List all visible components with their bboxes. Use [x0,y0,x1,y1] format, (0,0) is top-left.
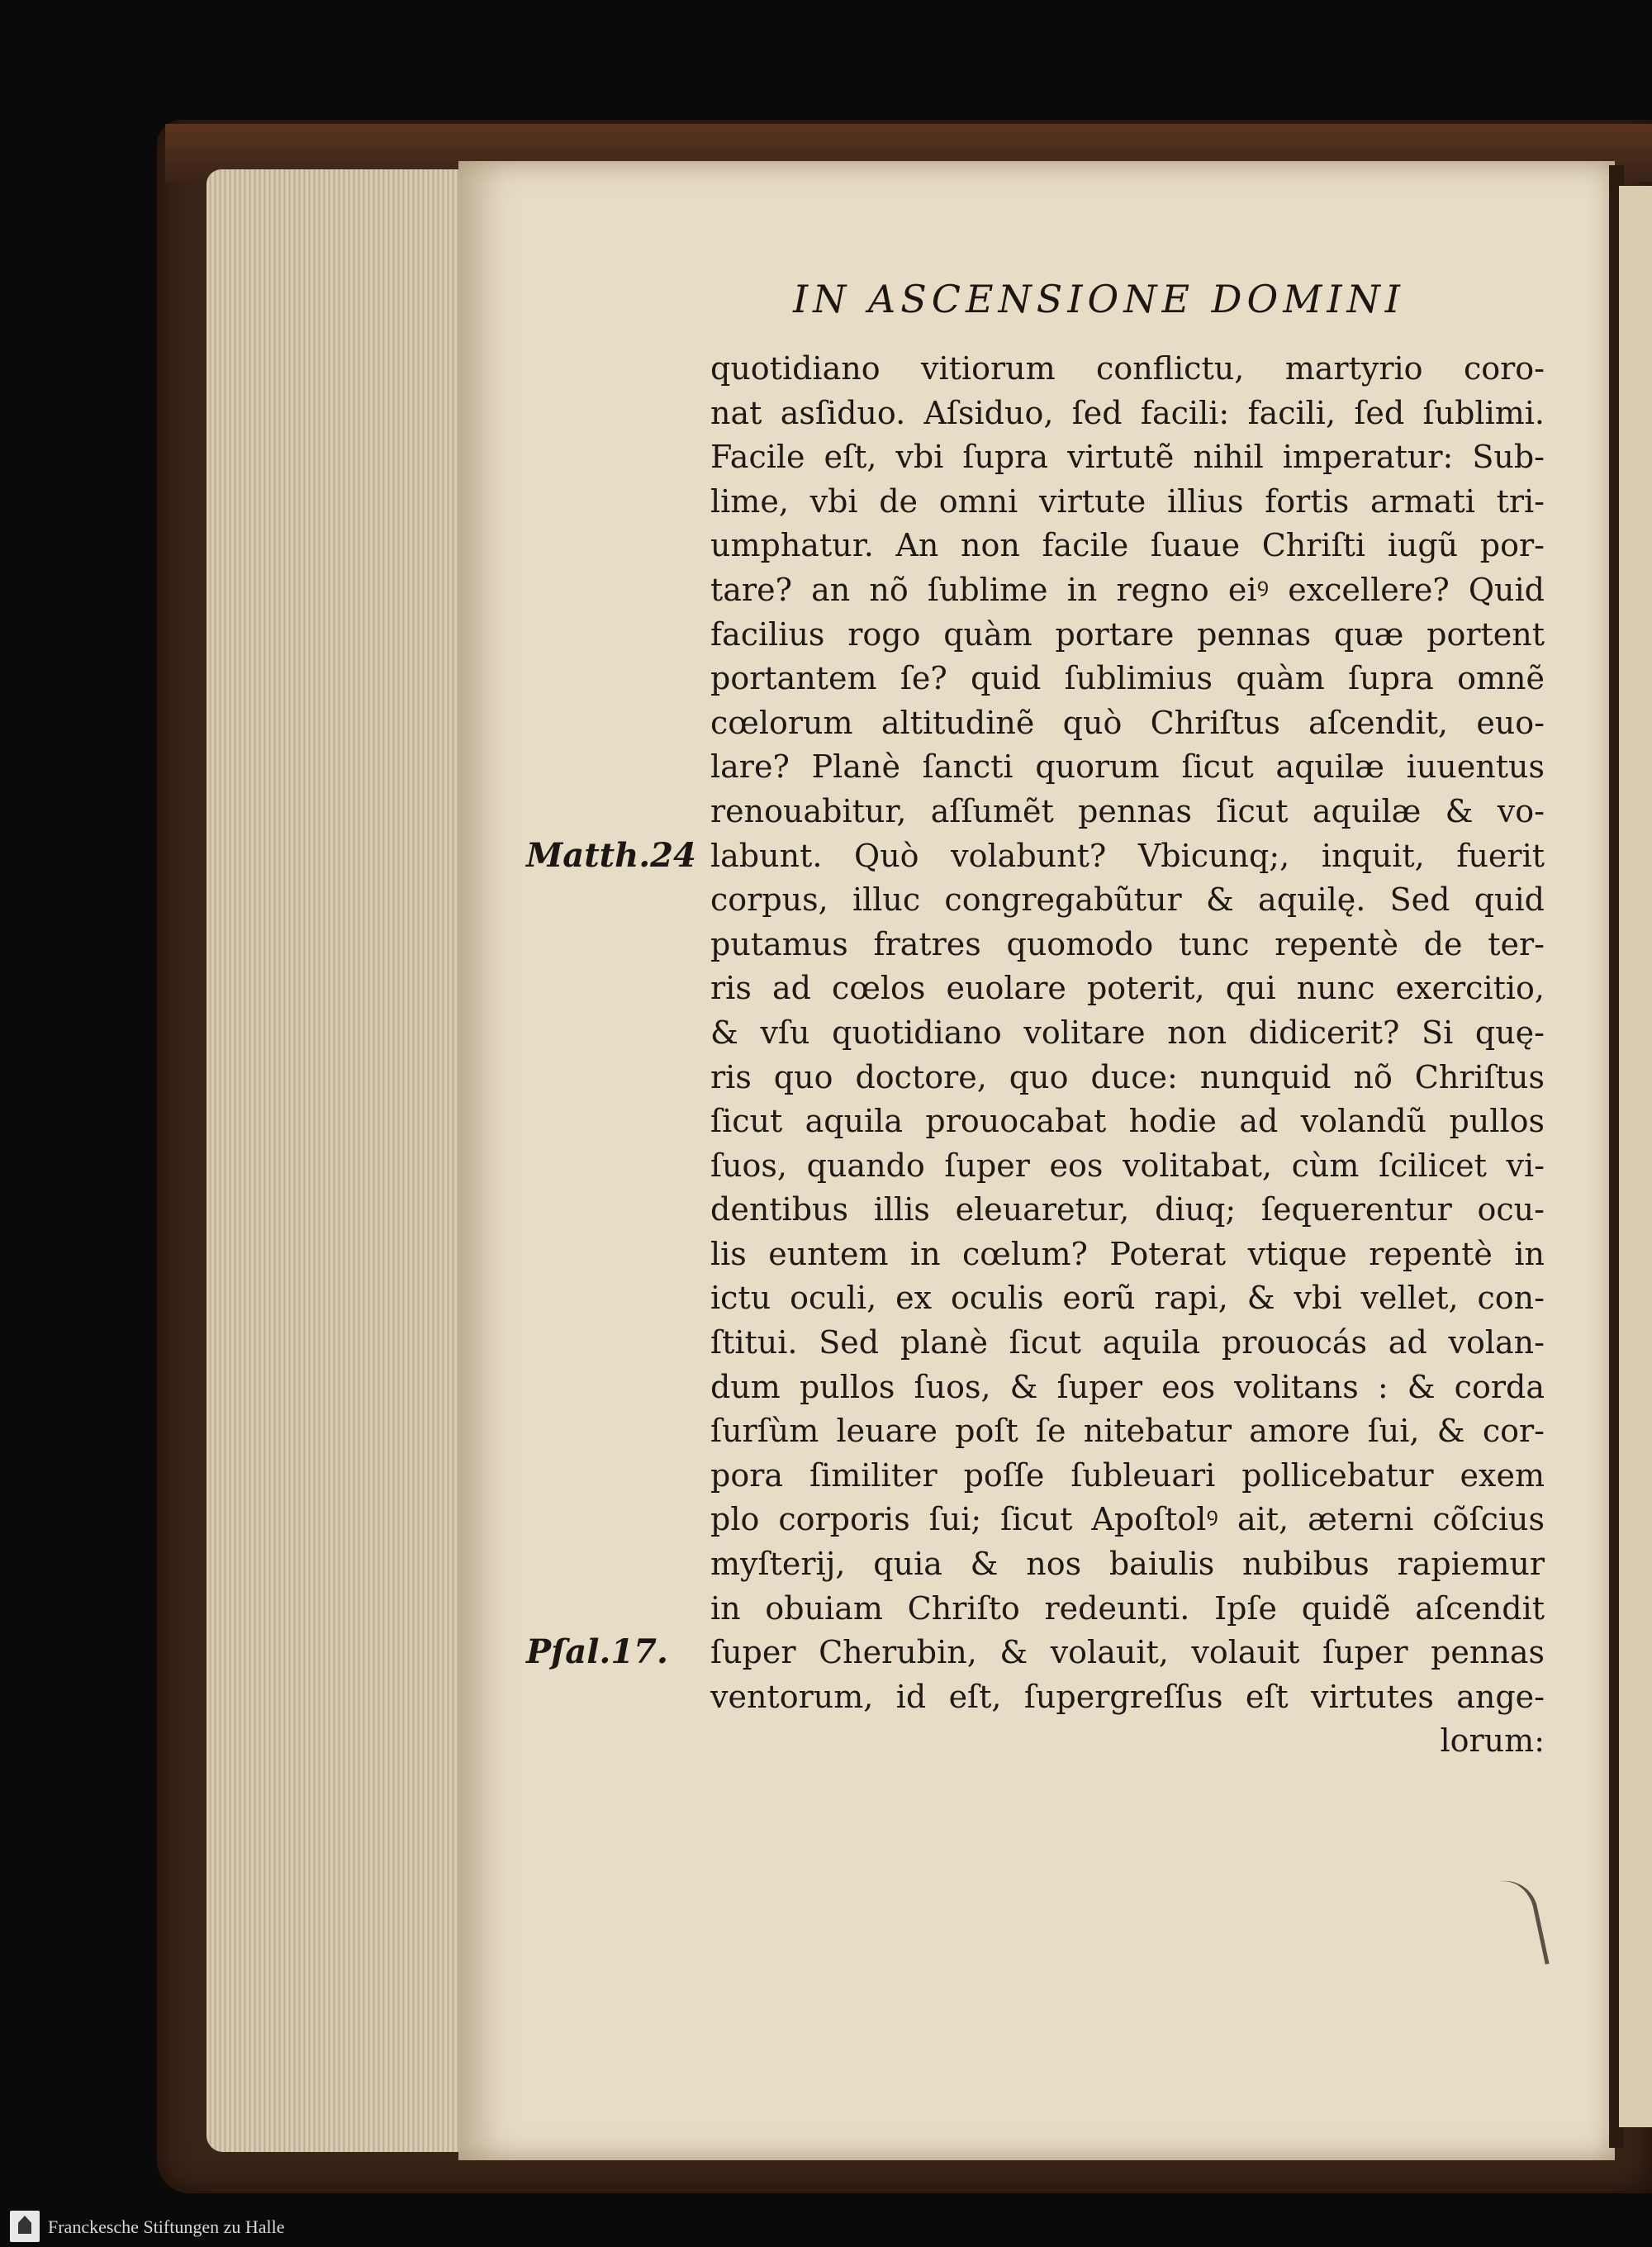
text-line: nat asſiduo. Aſsiduo, ſed facili: facili, ſed ſublimi. [710,394,1545,431]
text-line: lime, vbi de omni virtute illius fortis armati tri- [710,482,1545,520]
text-line: putamus fratres quomodo tunc repentè de ter- [710,925,1545,962]
text-line: labunt. Quò volabunt? Vbicunq;, inquit, fuerit [710,837,1545,874]
main-text-block [710,347,1545,1764]
text-line: lare? Planè ſancti quorum ſicut aquilæ iuuentus [710,748,1545,786]
running-head: IN ASCENSIONE DOMINI [793,277,1405,321]
text-line: ſicut aquila prouocabat hodie ad volandũ pullos [710,1103,1545,1140]
text-line: umphatur. An non facile ſuaue Chriſti iugũ por- [710,527,1545,564]
text-line: renouabitur, aſſumẽt pennas ſicut aquilæ & vo- [710,792,1545,829]
text-line: ſurſùm leuare poſt ſe nitebatur amore ſui, & cor- [710,1413,1545,1450]
text-line: & vſu quotidiano volitare non didicerit? Si quę- [710,1014,1545,1051]
text-line: ventorum, id eſt, ſupergreſſus eſt virtutes ange- [710,1678,1545,1715]
text-line: ſuper Cherubin, & volauit, volauit ſuper pennas [710,1634,1545,1671]
text-line: dentibus illis eleuaretur, diuq; ſequerentur ocu- [710,1191,1545,1228]
text-line: facilius rogo quàm portare pennas quæ portent [710,615,1545,653]
text-line: plo corporis ſui; ſicut Apoſtolꝰ ait, æterni cõſcius [710,1501,1545,1538]
footer-credit: Franckesche Stiftungen zu Halle [48,2216,285,2237]
text-line: cœlorum altitudinẽ quò Chriſtus aſcendit, euo- [710,704,1545,741]
text-line: myſterij, quia & nos baiulis nubibus rapiemur [710,1546,1545,1583]
margin-note: Matth.24 [526,835,696,875]
text-line: lorum: [1440,1722,1545,1760]
facing-page-edge [1619,186,1652,2127]
text-line: corpus, illuc congregabũtur & aquilę. Sed quid [710,881,1545,919]
text-line: portantem ſe? quid ſublimius quàm ſupra omnẽ [710,660,1545,697]
text-line: ſtitui. Sed planè ſicut aquila prouocás ad volan- [710,1324,1545,1361]
text-line: lis euntem in cœlum? Poterat vtique repentè in [710,1235,1545,1272]
text-line: ris ad cœlos euolare poterit, qui nunc exercitio, [710,970,1545,1007]
text-line: tare? an nõ ſublime in regno eiꝰ excellere? Quid [710,571,1545,608]
text-line: ſuos, quando ſuper eos volitabat, cùm ſcilicet vi- [710,1147,1545,1184]
margin-note: Pſal.17. [526,1632,668,1672]
text-line: Facile eſt, vbi ſupra virtutẽ nihil imperatur: Sub- [710,439,1545,476]
text-line: quotidiano vitiorum conflictu, martyrio coro- [710,350,1545,387]
text-line: ictu oculi, ex oculis eorũ rapi, & vbi vellet, con- [710,1280,1545,1317]
institution-logo-icon [10,2211,40,2242]
page-edges [206,169,479,2152]
text-line: in obuiam Chriſto redeunti. Ipſe quidẽ aſcendit [710,1589,1545,1627]
text-line: ris quo doctore, quo duce: nunquid nõ Chriſtus [710,1058,1545,1095]
text-line: dum pullos ſuos, & ſuper eos volitans : & corda [710,1368,1545,1405]
text-line: pora ſimiliter poſſe ſubleuari pollicebatur exem [710,1456,1545,1494]
